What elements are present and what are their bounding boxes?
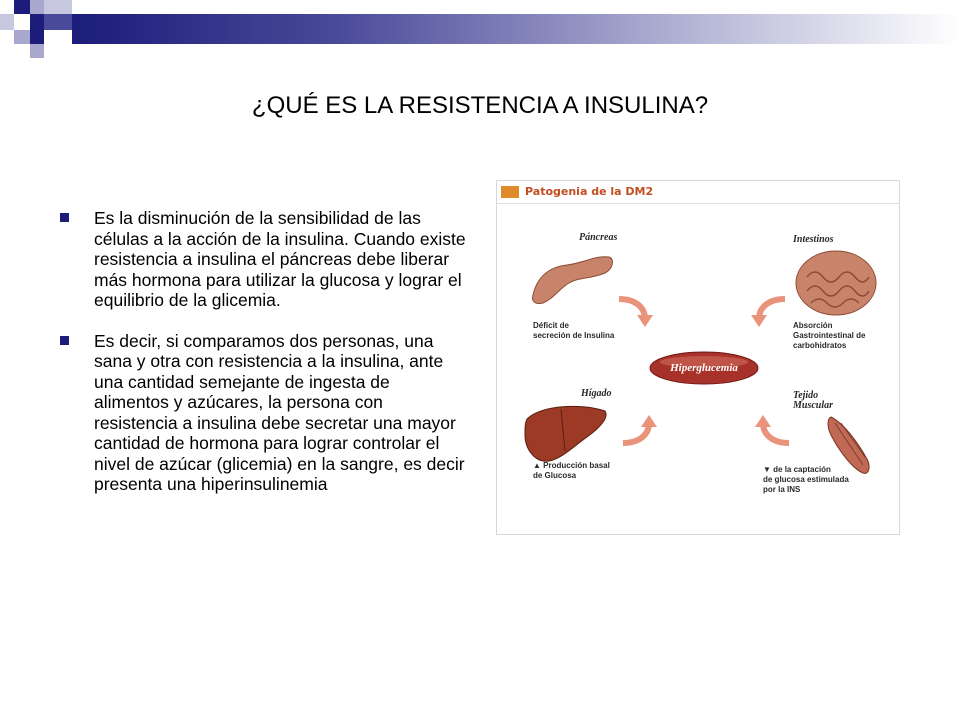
muscle-caption: ▼ de la captación de glucosa estimulada por la INS [763, 465, 849, 494]
decor-square [30, 0, 44, 14]
decor-square [44, 0, 72, 14]
decor-square [14, 14, 30, 30]
pancreas-label: Páncreas [579, 232, 618, 243]
arrow-right-icon [501, 186, 519, 198]
decor-square [14, 30, 30, 44]
square-bullet-icon [60, 213, 69, 222]
decor-square [14, 0, 30, 14]
down-triangle-icon: ▼ [763, 465, 774, 474]
bullet-text: Es decir, si comparamos dos personas, una sana y otra con resistencia a la insulina, ante una cantidad semejante de ingesta de alimentos y azúcares, la persona con resistencia a insulina debe secretar una mayor cantidad de hormona para lograr controlar el nivel de azúcar (glicemia) en la sangre, es decir presenta una hiperinsulinemia [94, 330, 465, 494]
curved-arrow-icon [749, 293, 789, 329]
pathogenesis-figure [496, 180, 900, 535]
bullet-item [58, 331, 468, 495]
intestines-label: Intestinos [793, 234, 834, 245]
bullet-item [58, 208, 468, 311]
bullet-list [58, 208, 468, 515]
liver-icon [521, 401, 611, 465]
decor-square [0, 14, 14, 30]
bullet-text: Es la disminución de la sensibilidad de las células a la acción de la insulina. Cuando existe resistencia a insulina el páncreas debe liberar más hormona para utilizar la glucosa y lograr el equilibrio de la glicemia. [94, 208, 466, 310]
decor-square [30, 14, 44, 30]
square-bullet-icon [60, 336, 69, 345]
curved-arrow-icon [619, 413, 659, 449]
figure-header-text: Patogenia de la DM2 [525, 185, 654, 198]
slide-title: ¿QUÉ ES LA RESISTENCIA A INSULINA? [251, 92, 709, 119]
hyperglycemia-label: Hiperglucemia [670, 362, 738, 374]
pancreas-caption: Déficit de secreción de Insulina [533, 321, 615, 340]
up-triangle-icon: ▲ [533, 461, 544, 470]
curved-arrow-icon [753, 413, 793, 449]
liver-label: Hígado [581, 388, 612, 399]
intestines-icon [793, 247, 879, 319]
decor-square [30, 30, 44, 44]
intestines-caption: Absorción Gastrointestinal de carbohidratos [793, 321, 866, 350]
decor-square [44, 14, 72, 30]
decor-square [30, 44, 44, 58]
liver-caption: ▲ Producción basal de Glucosa [533, 461, 610, 480]
header-gradient-bar [72, 14, 960, 44]
pancreas-icon [527, 247, 617, 307]
muscle-label: Tejido Muscular [793, 390, 834, 411]
figure-header [497, 181, 899, 204]
